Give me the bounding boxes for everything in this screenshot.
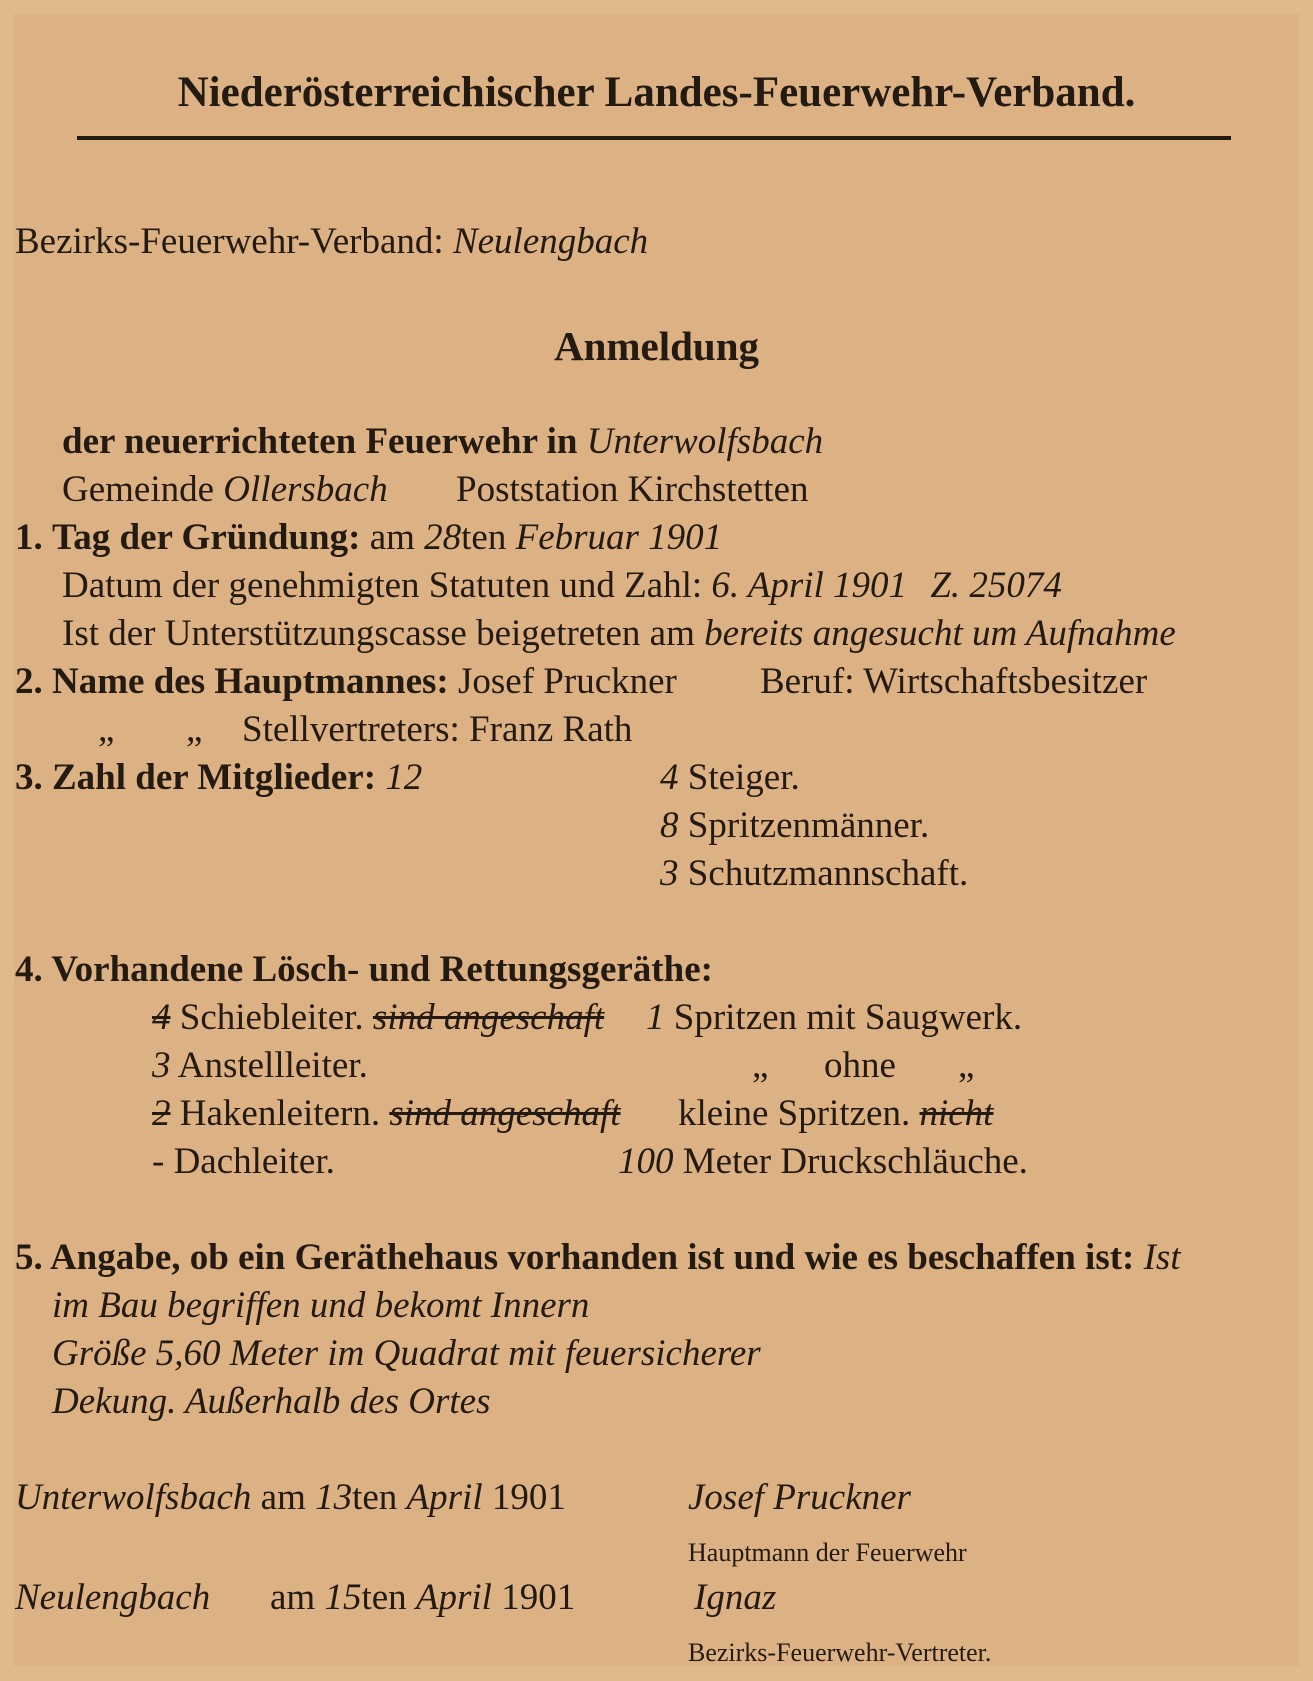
section5-label: 5. Angabe, ob ein Geräthehaus vorhanden ist und wie es beschaffen ist:	[15, 1237, 1135, 1278]
signature-year: 1901	[501, 1577, 576, 1618]
signature-place-text: Neulengbach	[15, 1577, 211, 1618]
section5-value-line	[52, 1284, 589, 1328]
district-value: Neulengbach	[452, 221, 649, 262]
member-row	[660, 804, 929, 848]
ditto-mark: „	[752, 1045, 769, 1086]
section5-value-line	[52, 1332, 761, 1376]
equipment-name: kleine Spritzen.	[678, 1093, 911, 1134]
statuten-date: 6. April 1901	[711, 565, 908, 606]
intro-place: Unterwolfsbach	[586, 421, 824, 462]
equipment-name: Hakenleitern.	[179, 1093, 381, 1134]
signature-date	[270, 1576, 575, 1620]
equipment-row	[152, 1092, 621, 1136]
section1-label: Tag der Gründung:	[52, 517, 361, 558]
signature-name-text: Ignaz	[694, 1577, 777, 1618]
member-total: 12	[385, 757, 423, 798]
equipment-ohne: ohne	[824, 1045, 896, 1086]
equipment-count: 100	[618, 1141, 674, 1182]
equipment-name: - Dachleiter.	[152, 1141, 335, 1182]
signature-name-text: Josef Pruckner	[688, 1477, 911, 1518]
ditto-mark: „	[958, 1045, 975, 1086]
equipment-name: Spritzen mit Saugwerk.	[673, 997, 1023, 1038]
section4-label-text: 4. Vorhandene Lösch- und Rettungsgeräthe:	[15, 949, 713, 990]
member-type: Schutzmannschaft.	[687, 853, 969, 894]
gemeinde-value: Ollersbach	[223, 469, 388, 510]
struck-note: nicht	[919, 1093, 994, 1134]
member-row	[660, 852, 968, 896]
equipment-row	[678, 1092, 993, 1136]
statuten-number: Z. 25074	[930, 565, 1062, 606]
member-row	[660, 756, 800, 800]
district-line	[15, 220, 648, 264]
intro-line	[62, 420, 823, 464]
equipment-count: 2	[152, 1093, 171, 1134]
section5-value-line	[52, 1380, 490, 1424]
equipment-row	[152, 1044, 368, 1088]
signature-month: April	[406, 1477, 483, 1518]
gemeinde-label: Gemeinde	[62, 469, 215, 510]
casse-line	[62, 612, 1176, 656]
signature-name	[688, 1476, 911, 1520]
signature-day: 13	[315, 1477, 353, 1518]
equipment-count: 1	[646, 997, 665, 1038]
gemeinde-line	[62, 468, 388, 512]
intro-label: der neuerrichteten Feuerwehr in	[62, 421, 578, 462]
signature-place: Unterwolfsbach	[15, 1477, 252, 1518]
hauptmann-name: Josef Pruckner	[458, 661, 677, 702]
section1-date: Februar 1901	[515, 517, 723, 558]
equipment-name: Schiebleiter.	[179, 997, 364, 1038]
signature-name	[694, 1576, 776, 1620]
signature-place	[15, 1576, 210, 1620]
stellvertreter: Stellvertreters: Franz Rath	[242, 709, 633, 750]
member-type: Steiger.	[687, 757, 800, 798]
member-count: 4	[660, 757, 679, 798]
member-type: Spritzenmänner.	[687, 805, 930, 846]
section4-label	[15, 948, 713, 992]
section5-text: Größe 5,60 Meter im Quadrat mit feuersicherer	[52, 1333, 761, 1374]
section1-number: 1.	[15, 517, 43, 558]
member-count: 8	[660, 805, 679, 846]
signature-day: 15	[324, 1577, 362, 1618]
poststation: Poststation Kirchstetten	[456, 469, 809, 510]
section2-line	[15, 660, 677, 704]
ditto-mark: „	[98, 709, 115, 750]
title-rule	[77, 136, 1231, 140]
signature-month: April	[415, 1577, 492, 1618]
signature-year: 1901	[491, 1477, 566, 1518]
section3-line	[15, 756, 422, 800]
equipment-name: Anstellleiter.	[177, 1045, 368, 1086]
section1-day-suffix: ten	[461, 517, 507, 558]
equipment-count: 4	[152, 997, 171, 1038]
section5-text: Dekung. Außerhalb des Ortes	[52, 1381, 491, 1422]
district-label: Bezirks-Feuerwehr-Verband:	[15, 221, 444, 262]
struck-note: sind angeschaft	[372, 997, 605, 1038]
hauptmann-beruf: Beruf: Wirtschaftsbesitzer	[760, 661, 1148, 702]
section5-text: im Bau begriffen und bekomt Innern	[52, 1285, 590, 1326]
equipment-row	[646, 996, 1022, 1040]
signature-am: am	[260, 1477, 306, 1518]
signature-am: am	[270, 1577, 316, 1618]
statuten-line	[62, 564, 1062, 608]
ditto-mark: „	[186, 709, 203, 750]
section1-am: am	[369, 517, 415, 558]
section5-value: Ist	[1143, 1237, 1181, 1278]
section3-label: 3. Zahl der Mitglieder:	[15, 757, 377, 798]
page-title: Niederösterreichischer Landes-Feuerwehr-Verband.	[177, 69, 1136, 116]
signature-role: Bezirks-Feuerwehr-Vertreter.	[688, 1638, 992, 1667]
signature-role: Hauptmann der Feuerwehr	[688, 1538, 967, 1567]
section5-line	[15, 1236, 1181, 1280]
section2-number: 2.	[15, 661, 43, 702]
equipment-row	[618, 1140, 1028, 1184]
casse-value: bereits angesucht um Aufnahme	[704, 613, 1176, 654]
struck-note: sind angeschaft	[389, 1093, 621, 1134]
member-count: 3	[660, 853, 679, 894]
equipment-count: 3	[152, 1045, 171, 1086]
form-heading: Anmeldung	[553, 323, 760, 369]
signature-day-suffix: ten	[361, 1577, 407, 1618]
section1-day: 28	[424, 517, 462, 558]
section2-label: Name des Hauptmannes:	[52, 661, 449, 702]
equipment-row	[152, 996, 604, 1040]
section1-line	[15, 516, 722, 560]
casse-label: Ist der Unterstützungscasse beigetreten am	[62, 613, 695, 654]
signature-day-suffix: ten	[352, 1477, 398, 1518]
signature-place-date	[15, 1476, 566, 1520]
statuten-label: Datum der genehmigten Statuten und Zahl:	[62, 565, 703, 606]
equipment-name: Meter Druckschläuche.	[682, 1141, 1028, 1182]
